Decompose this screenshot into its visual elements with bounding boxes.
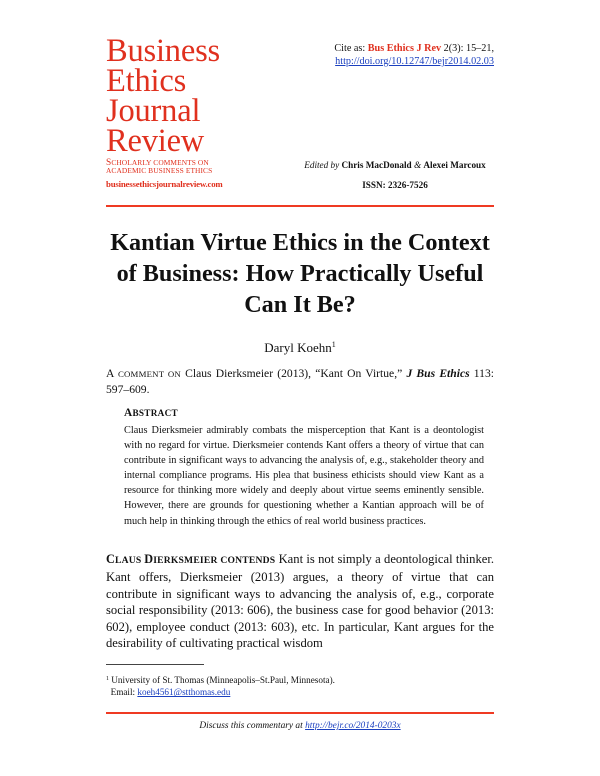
email-link[interactable]: koeh4561@stthomas.edu (137, 687, 231, 698)
abstract-text: Claus Dierksmeier admirably combats the misperception that Kant is a deontologist with no regard for virtue. Dierksmeier contends Kant offers a theory of virtue that can contribute in significant ways to advancing the analysis of, e.g., stakeholder theory and internal compliance programs. His plea that business ethicists should view Kant as a resource for thinking more widely and deeply about virtue seems eminently sensible. However, there are grounds for questioning whether a Kantian approach will be of much help in thinking through the ethics of real world business practices. (124, 425, 484, 527)
journal-website[interactable]: businessethicsjournalreview.com (106, 179, 223, 189)
lead-in: CLAUS DIERKSMEIER CONTENDS (106, 552, 276, 566)
citation-journal: Bus Ethics J Rev (367, 43, 442, 54)
journal-title-line: Business (106, 33, 220, 69)
article-title: Kantian Virtue Ethics in the Context of Business: How Practically Useful Can It Be? (110, 229, 490, 318)
header-divider (106, 205, 494, 207)
article-author: Daryl Koehn$^1$ (264, 340, 336, 355)
editors-line: Edited by Chris MacDonald & Alexei Marcoux (304, 160, 486, 170)
journal-title-line: Review (106, 123, 205, 159)
journal-tagline: SCHOLARLY COMMENTS ON ACADEMIC BUSINESS ETHICS (106, 158, 213, 175)
footnote-divider (106, 664, 204, 665)
citation-block: Cite as: Bus Ethics J Rev 2(3): 15–21, http://doi.org/10.12747/bejr2014.02.03 (334, 43, 494, 67)
footnote: $^1$ University of St. Thomas (Minneapolis–St.Paul, Minnesota). Email: koeh4561@stthomas.edu (106, 675, 335, 698)
issn: ISSN: 2326-7526 (362, 180, 428, 190)
journal-title-line: Ethics (106, 63, 187, 99)
footnote-mark[interactable]: 1 (331, 340, 336, 349)
journal-title-line: Journal (106, 93, 201, 129)
discussion-footer: Discuss this commentary at http://bejr.co/2014-0203x (199, 721, 401, 731)
body-paragraph: CLAUS DIERKSMEIER CONTENDS Kant is not simply a deontological thinker. Kant offers, Dierksmeier (2013) argues, a theory of virtue that can contribute in significant ways to advancing the analysis of, e.g., corporate social responsibility (2013: 606), the business case for good behavior (2013: 602), employee conduct (2013: 603), etc. In particular, Kant argues for the desirability of cultivating practical wisdom (106, 552, 495, 651)
doi-link[interactable]: http://doi.org/10.12747/bejr2014.02.03 (335, 56, 494, 67)
comment-on-reference: A COMMENT ON Claus Dierksmeier (2013), “Kant On Virtue,” J Bus Ethics 113: 597–609. (106, 367, 494, 397)
footer-divider (106, 712, 494, 714)
discussion-link[interactable]: http://bejr.co/2014-0203x (305, 721, 401, 731)
abstract-heading: ABSTRACT (124, 407, 178, 419)
